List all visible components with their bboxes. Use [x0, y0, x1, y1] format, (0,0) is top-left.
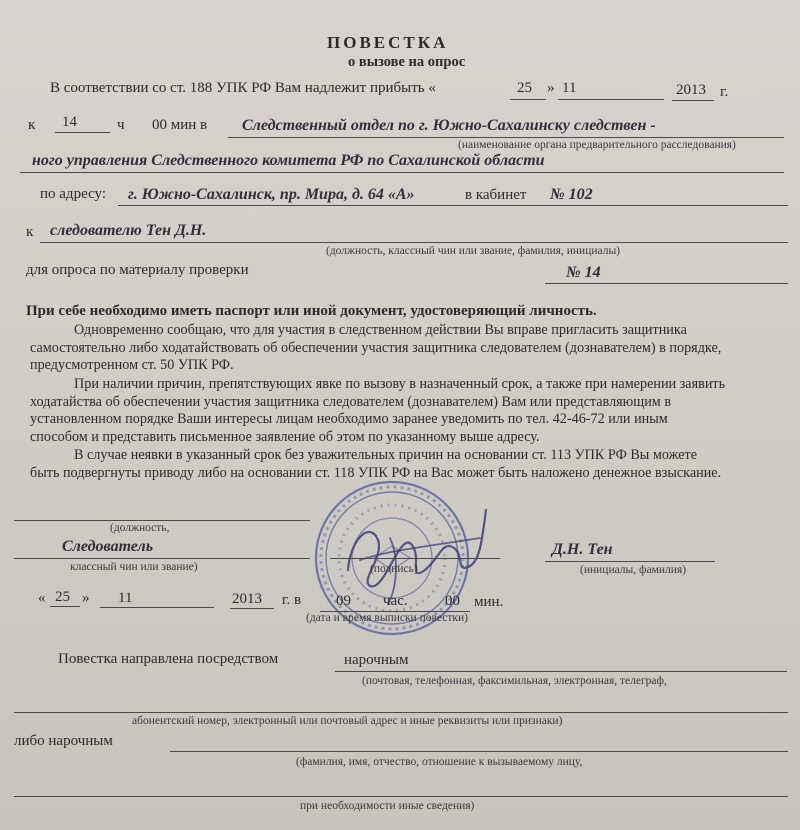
name-underline: [545, 561, 715, 562]
organ-caption: (наименование органа предварительного расследования): [458, 139, 736, 151]
address-underline: [118, 205, 788, 206]
material-underline: [545, 283, 788, 284]
summons-day: 25: [517, 80, 532, 96]
year-underline: [672, 100, 714, 101]
handwritten-signature: [330, 500, 490, 610]
organ-line1: Следственный отдел по г. Южно-Сахалинску следствен -: [242, 117, 656, 134]
paragraph-line: В случае неявки в указанный срок без уважительных причин на основании ст. 113 УПК РФ Вы можете: [74, 447, 698, 463]
summons-year-suffix: г.: [720, 84, 729, 100]
summons-intro: В соответствии со ст. 188 УПК РФ Вам надлежит прибыть «: [50, 80, 436, 96]
delivery-caption-2: абонентский номер, электронный или почтовый адрес и иные реквизиты или признаки): [132, 715, 563, 727]
delivery-details-underline: [14, 712, 788, 713]
issue-date-day: 25: [55, 589, 70, 605]
person-value: следователю Тен Д.Н.: [50, 222, 207, 239]
delivery-caption-1: (почтовая, телефонная, факсимильная, электронная, телеграф,: [362, 675, 667, 687]
paragraph-line: быть подвергнуты приводу либо на основании ст. 118 УПК РФ на Вас может быть наложено денежное взыскание.: [30, 464, 722, 481]
sign-underline: [330, 558, 500, 559]
sign-caption: (подпись): [370, 563, 418, 575]
required-documents-notice: При себе необходимо иметь паспорт или иной документ, удостоверяющий личность.: [26, 303, 597, 319]
address-label: по адресу:: [40, 186, 107, 202]
minutes-text: 00 мин в: [152, 117, 208, 133]
delivery-label: Повестка направлена посредством: [58, 651, 279, 667]
hour-underline: [55, 132, 110, 133]
issue-time-min-unit: мин.: [474, 594, 504, 610]
organ-line2: ного управления Следственного комитета РФ по Сахалинской области: [32, 152, 545, 169]
position-top-underline: [14, 520, 310, 521]
courier-underline: [170, 751, 788, 752]
material-number: № 14: [566, 264, 601, 281]
position-caption: (должность,: [110, 522, 170, 534]
summons-quote-close: »: [547, 80, 555, 96]
cabinet-label: в кабинет: [465, 187, 527, 203]
person-caption: (должность, классный чин или звание, фамилия, инициалы): [326, 245, 620, 257]
position-underline: [14, 558, 310, 559]
paragraph-line: способом и представить письменное заявление об этом по указанному выше адресу.: [30, 428, 540, 445]
issue-date-close: »: [82, 590, 90, 606]
issue-datetime-caption: (дата и время выписки повестки): [306, 612, 468, 624]
organ-underline2: [20, 172, 784, 173]
rank-caption: классный чин или звание): [70, 561, 198, 573]
summons-year: 2013: [676, 82, 706, 98]
document-subtitle: о вызове на опрос: [348, 54, 466, 70]
delivery-method-underline: [335, 671, 787, 672]
organ-underline1: [228, 137, 784, 138]
issue-year-underline: [230, 608, 274, 609]
person-underline: [40, 242, 788, 243]
issue-time-hour: 09: [336, 593, 351, 609]
to-label: к: [28, 117, 36, 133]
name-caption: (инициалы, фамилия): [580, 564, 687, 576]
delivery-caption-3: (фамилия, имя, отчество, отношение к вызываемому лицу,: [296, 756, 583, 768]
issue-date-open: «: [38, 590, 46, 606]
paragraph-obstacles: [30, 376, 782, 446]
paragraph-line: Одновременно сообщаю, что для участия в следственном действии Вы вправе пригласить защитника: [74, 322, 687, 338]
issue-day-underline: [50, 606, 80, 607]
month-underline: [558, 99, 664, 100]
document-title: ПОВЕСТКА: [327, 33, 449, 52]
issue-year-suffix: г. в: [282, 592, 302, 608]
paragraph-line: При наличии причин, препятствующих явке по вызову в назначенный срок, а также при намерении заявить: [74, 376, 726, 392]
issue-date-month: 11: [118, 590, 133, 606]
paragraph-defender: [30, 322, 782, 375]
delivery-caption-4: при необходимости иные сведения): [300, 800, 475, 812]
paragraph-line: ходатайства об обеспечении участия защитника следователем (дознавателем) Вам или представляющим в: [30, 393, 672, 410]
name-value: Д.Н. Тен: [552, 541, 613, 558]
position-value: Следователь: [62, 538, 154, 555]
or-courier-label: либо нарочным: [14, 733, 113, 749]
extra-info-underline: [14, 796, 788, 797]
purpose-text: для опроса по материалу проверки: [26, 262, 249, 278]
address-value: г. Южно-Сахалинск, пр. Мира, д. 64 «А»: [128, 186, 415, 203]
paragraph-line: самостоятельно либо ходатайствовать об обеспечении участия защитника следователем (дознавателем) в порядке,: [30, 339, 722, 356]
summons-month: 11: [562, 80, 577, 96]
paragraph-non-appearance: [30, 447, 782, 482]
cabinet-number: № 102: [550, 186, 593, 203]
paragraph-line: установленном порядке Ваши интересы лицам необходимо заранее уведомить по тел. 42-46-72 или иным: [30, 411, 668, 428]
issue-month-underline: [100, 607, 214, 608]
paragraph-line: предусмотренном ст. 50 УПК РФ.: [30, 357, 234, 374]
issue-time-hour-unit: час.: [383, 593, 408, 609]
summons-hour: 14: [62, 114, 77, 130]
day-underline: [510, 99, 546, 100]
delivery-method: нарочным: [344, 652, 409, 668]
person-label: к: [26, 224, 34, 240]
hour-unit: ч: [117, 117, 125, 133]
issue-date-year: 2013: [232, 591, 262, 607]
issue-time-min: 00: [445, 593, 460, 609]
